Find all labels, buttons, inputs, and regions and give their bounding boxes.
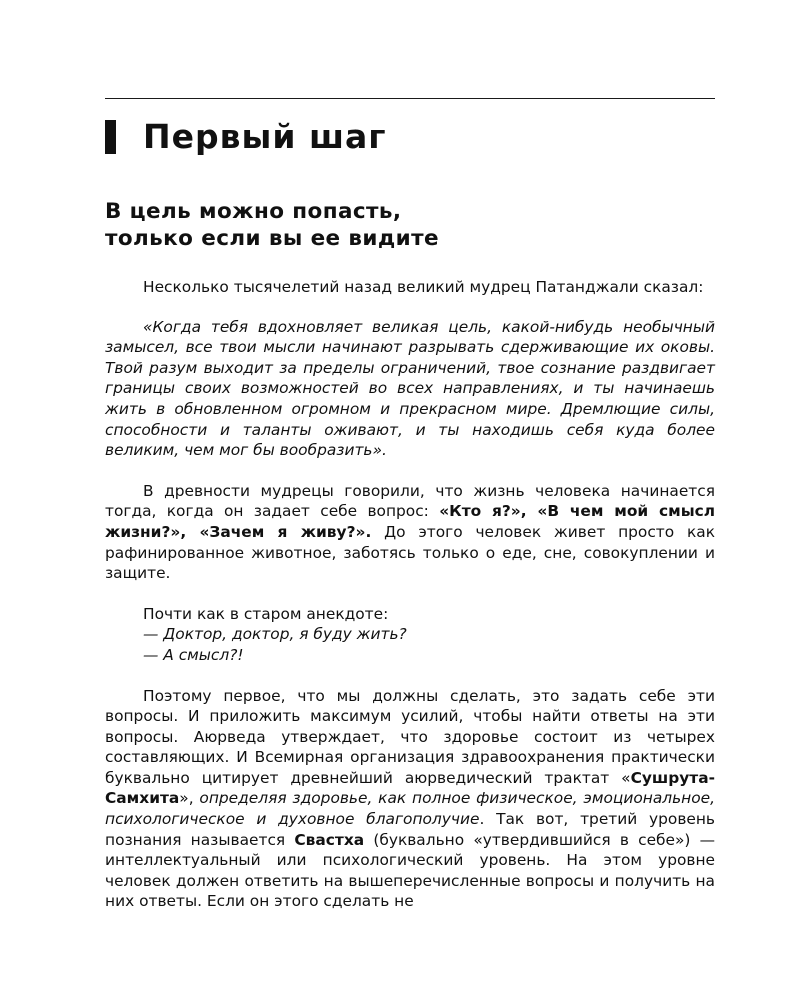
book-page xyxy=(105,98,715,912)
top-rule xyxy=(105,98,715,99)
paragraph-ayurveda xyxy=(105,686,715,913)
chapter-title: Первый шаг xyxy=(143,117,387,156)
section-title xyxy=(105,198,715,252)
key-questions: «Кто я?», «В чем мой смысл жизни?», «Зачем я живу?». xyxy=(105,502,716,541)
paragraph-ayurveda-text-b: », xyxy=(179,789,200,808)
health-definition: определяя здоровье, как полное физическое, эмоциональное, психологическое и духовное благополучие xyxy=(105,789,715,829)
treatise-name: Сушрута-Самхита xyxy=(105,768,715,808)
paragraph-ayurveda-text-d: (буквально «утвердившийся в себе») — интеллектуальный или психологический уровень. На этом уровне человек должен ответить на вышеперечисленные вопросы и получить на них ответы. Если он этого сделать не xyxy=(105,830,716,911)
paragraph-ayurveda-text-c: . Так вот, третий уровень познания называется xyxy=(105,810,715,849)
paragraph-questions-text-a: В древности мудрецы говорили, что жизнь человека начинается тогда, когда он задает себе вопрос: xyxy=(105,481,715,521)
paragraph-intro: Несколько тысячелетий назад великий мудрец Патанджали сказал: xyxy=(143,278,704,296)
paragraph-ayurveda-text-a: Поэтому первое, что мы должны сделать, это задать себе эти вопросы. И приложить максимум усилий, чтобы найти ответы на эти вопросы. Аюрведа утверждает, что здоровье состоит из четырех составляющих. И Всемирная организация здравоохранения практически буквально цитирует древнейший аюрведический трактат « xyxy=(105,686,715,787)
section-title-line-1: В цель можно попасть, xyxy=(105,199,402,224)
anecdote-line-1: — Доктор, доктор, я буду жить? xyxy=(143,625,407,644)
paragraph-questions xyxy=(105,481,715,584)
svastha-term: Свастха xyxy=(294,830,365,849)
chapter-heading xyxy=(105,117,715,157)
chapter-marker-bar xyxy=(105,120,116,154)
section-title-line-2: только если вы ее видите xyxy=(105,226,439,251)
anecdote-line-2: — А смысл?! xyxy=(143,645,244,664)
paragraph-questions-text-b: До этого человек живет просто как рафинированное животное, заботясь только о еде, сне, совокуплении и защите. xyxy=(105,522,715,583)
patanjali-quote: «Когда тебя вдохновляет великая цель, какой-нибудь необычный замысел, все твои мысли начинают разрывать сдерживающие их оковы. Твой разум выходит за пределы ограничений, твое сознание раздвигает границы своих возможностей во всех направлениях, и ты начинаешь жить в обновленном огромном и прекрасном мире. Дремлющие силы, способности и таланты оживают, и ты находишь себя куда более великим, чем мог бы вообразить». xyxy=(105,317,715,460)
anecdote-intro: Почти как в старом анекдоте: xyxy=(143,604,389,623)
anecdote xyxy=(105,604,715,666)
